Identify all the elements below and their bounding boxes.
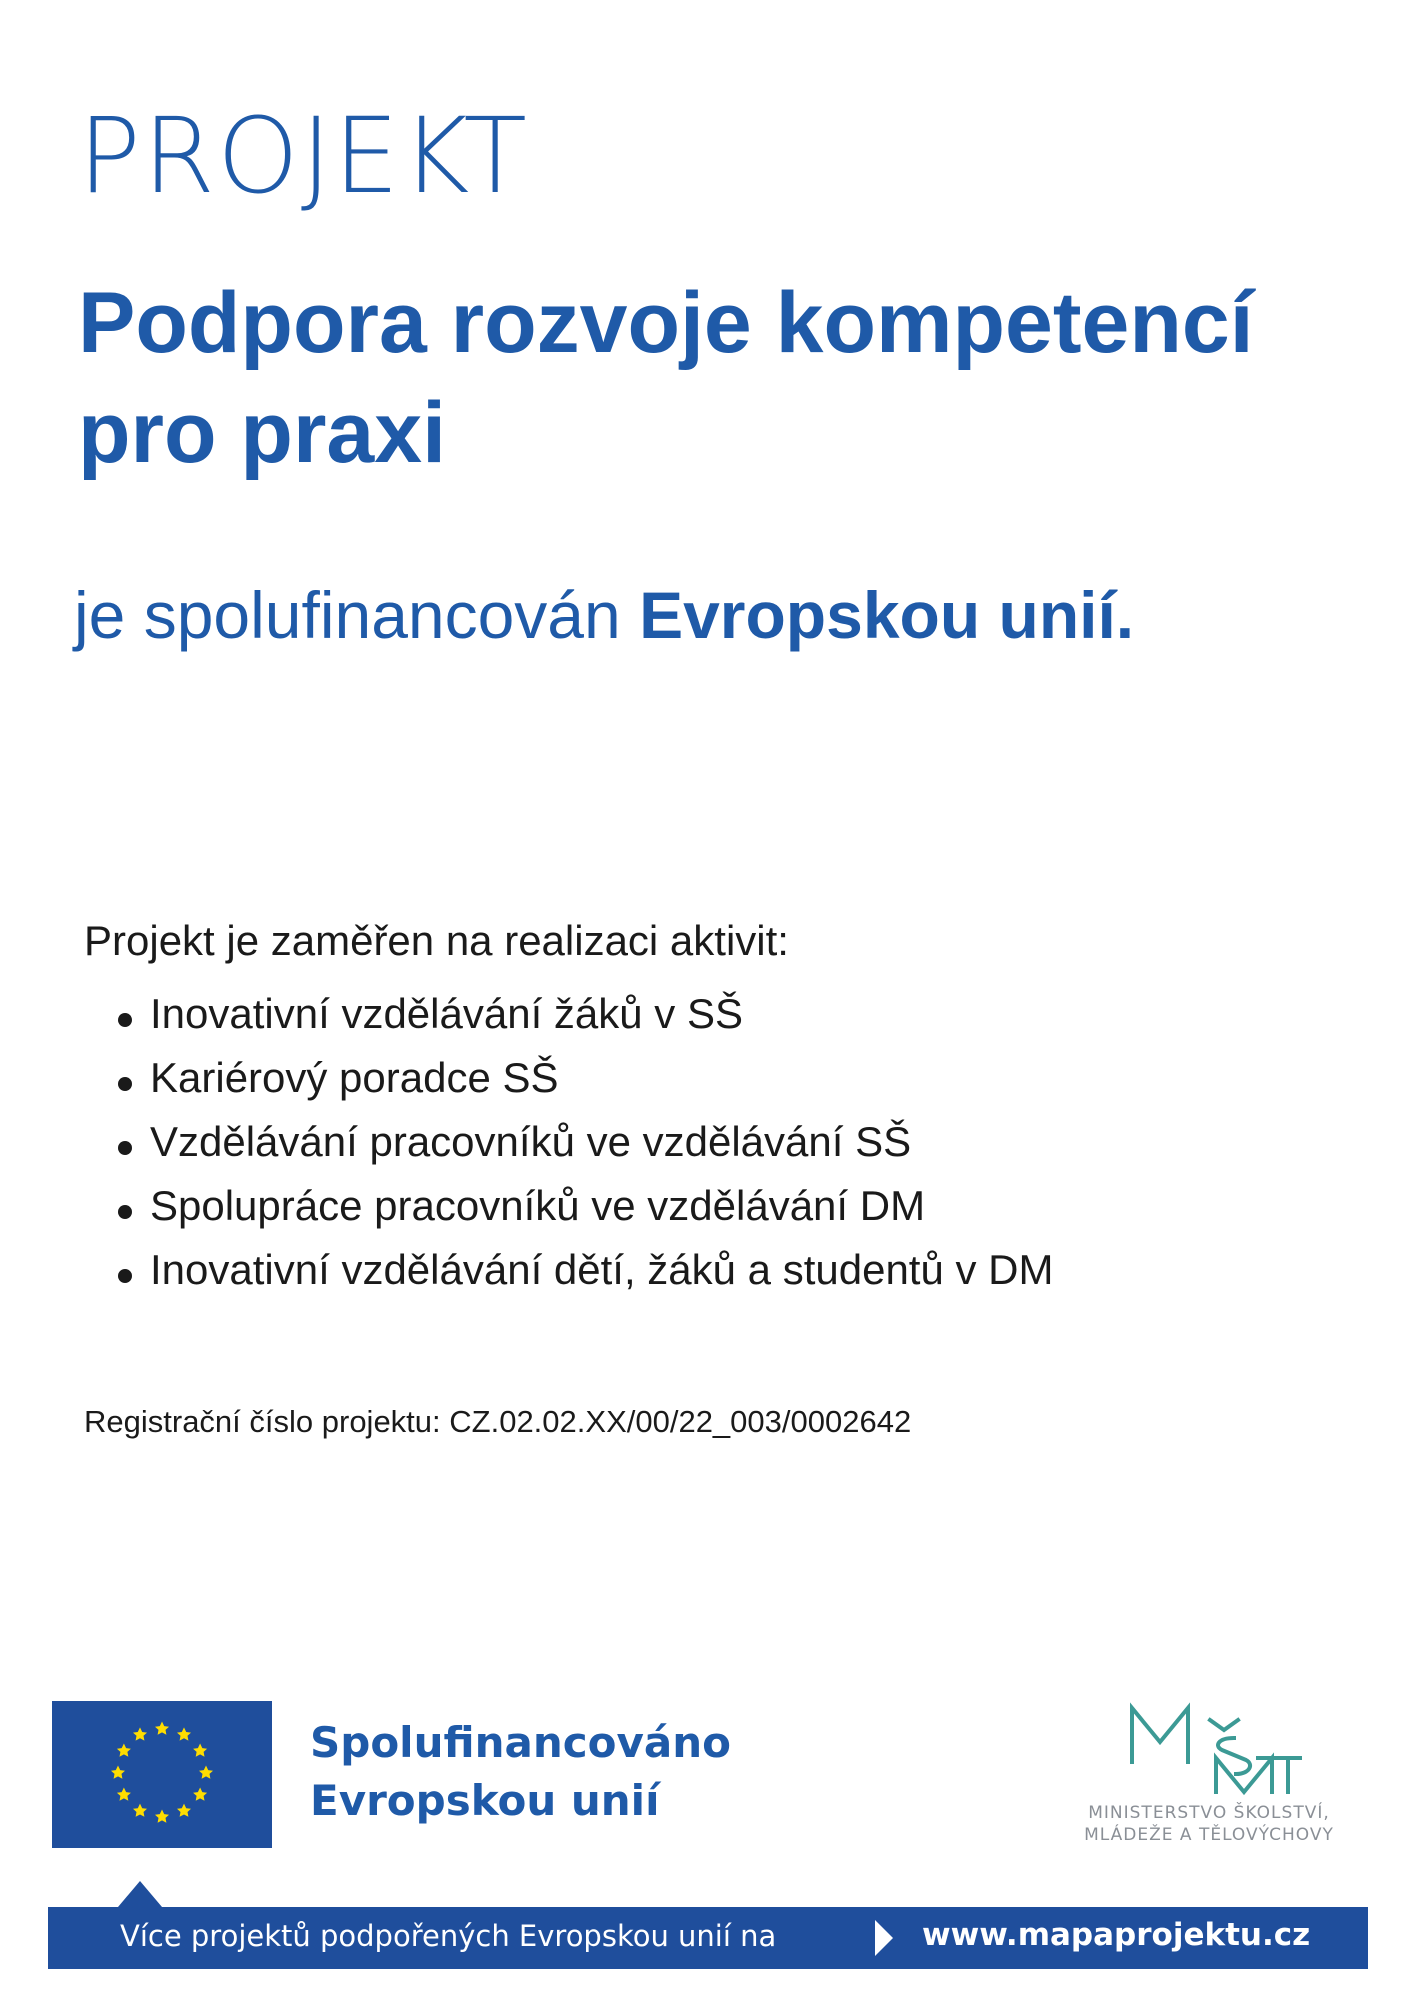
ministry-line1: MINISTERSTVO ŠKOLSTVÍ, (1088, 1803, 1330, 1823)
activities-intro: Projekt je zaměřen na realizaci aktivit: (84, 917, 789, 964)
eu-flag-logo (52, 1701, 272, 1848)
bullet-icon (118, 1077, 132, 1091)
eu-label-line2: Evropskou unií (310, 1776, 660, 1825)
list-item-text: Spolupráce pracovníků ve vzdělávání DM (150, 1182, 926, 1229)
ministry-line2: MLÁDEŽE A TĚLOVÝCHOVY (1084, 1825, 1334, 1845)
project-title-line1: Podpora rozvoje kompetencí (78, 275, 1254, 371)
list-item (118, 1174, 1054, 1238)
bullet-icon (118, 1205, 132, 1219)
list-item (118, 1238, 1054, 1302)
list-item-text: Kariérový poradce SŠ (150, 1054, 559, 1101)
list-item-text: Inovativní vzdělávání žáků v SŠ (150, 990, 743, 1037)
cofinanced-statement (74, 578, 1135, 652)
list-item-text: Inovativní vzdělávání dětí, žáků a studentů v DM (150, 1246, 1054, 1293)
activities-list (118, 982, 1054, 1302)
website-link[interactable]: www.mapaprojektu.cz (922, 1917, 1311, 1953)
bullet-icon (118, 1141, 132, 1155)
cofinanced-prefix: je spolufinancován (74, 578, 621, 652)
project-title (78, 268, 1378, 488)
list-item-text: Vzdělávání pracovníků ve vzdělávání SŠ (150, 1118, 912, 1165)
cofinanced-emphasis: Evropskou unií. (639, 578, 1135, 652)
list-item (118, 982, 1054, 1046)
project-label: PROJEKT (78, 95, 529, 217)
project-title-line2: pro praxi (78, 385, 446, 481)
ministry-caption (1054, 1802, 1364, 1846)
msmt-monogram-icon (1040, 1700, 1360, 1800)
eu-cofinanced-label (310, 1714, 731, 1830)
list-item (118, 1110, 1054, 1174)
bullet-icon (118, 1269, 132, 1283)
list-item (118, 1046, 1054, 1110)
bar-notch (118, 1881, 162, 1907)
eu-stars-icon (52, 1701, 272, 1848)
bullet-icon (118, 1013, 132, 1027)
eu-label-line1: Spolufinancováno (310, 1718, 731, 1767)
footer-bar-text: Více projektů podpořených Evropskou unií na (120, 1919, 777, 1953)
arrow-right-icon (875, 1920, 893, 1956)
registration-number: Registrační číslo projektu: CZ.02.02.XX/00/22_003/0002642 (84, 1404, 912, 1439)
